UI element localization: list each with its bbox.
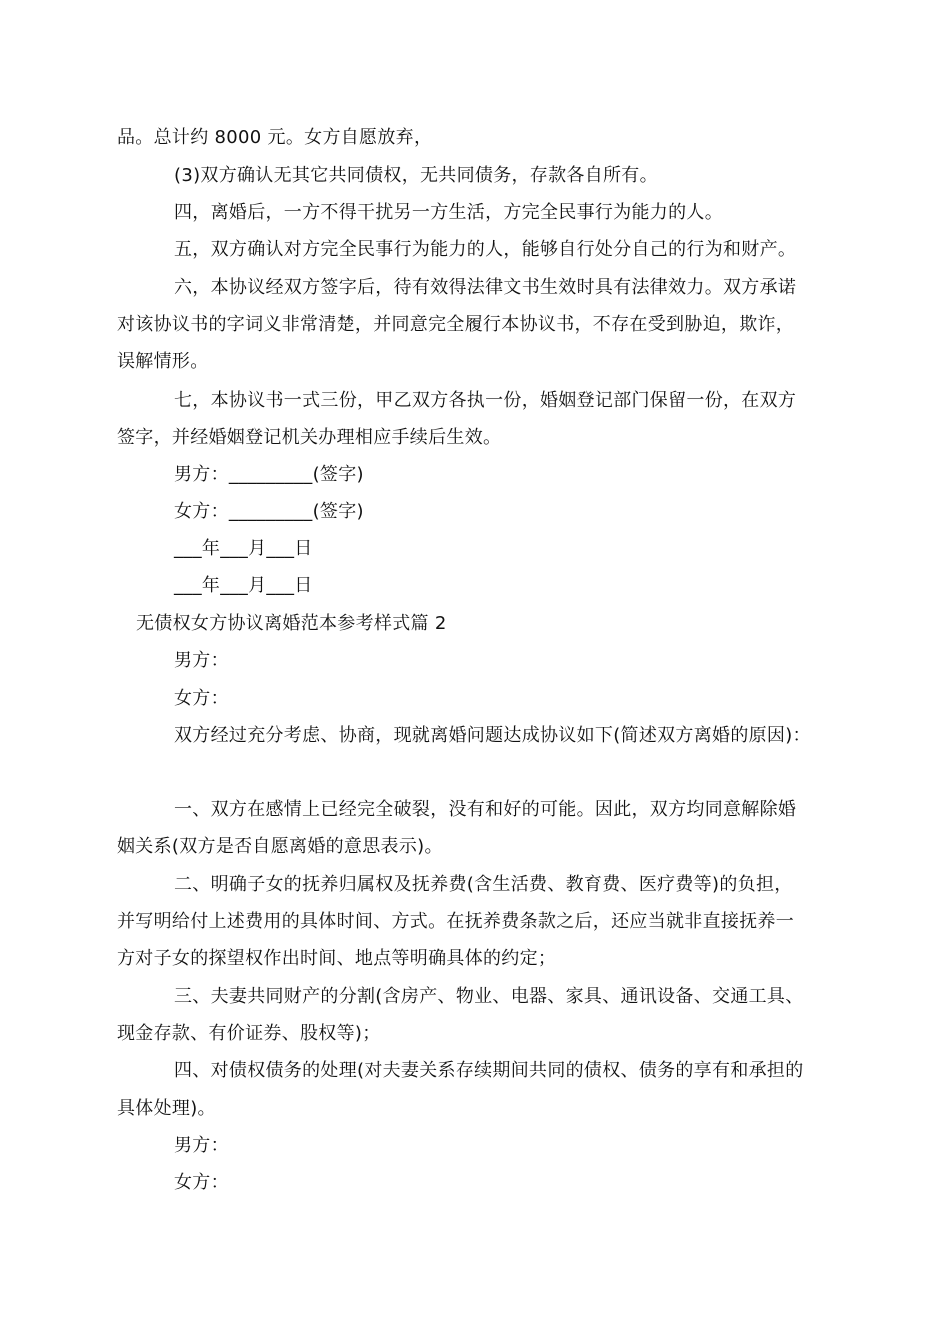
paragraph-line: 双方经过充分考虑、协商，现就离婚问题达成协议如下(简述双方离婚的原因)： (174, 725, 811, 746)
party-female-label: 女方： (174, 688, 229, 709)
paragraph-line: 方对子女的探望权作出时间、地点等明确具体的约定； (117, 948, 557, 969)
paragraph-line: 一、双方在感情上已经完全破裂，没有和好的可能。因此，双方均同意解除婚 (174, 799, 797, 820)
paragraph-line: 三、夫妻共同财产的分割(含房产、物业、电器、家具、通讯设备、交通工具、 (174, 986, 804, 1007)
paragraph-line: 四，离婚后，一方不得干扰另一方生活，方完全民事行为能力的人。 (174, 202, 723, 223)
date-line: ___年___月___日 (174, 538, 313, 559)
party-female-label: 女方： (174, 1172, 229, 1193)
paragraph-line: 五，双方确认对方完全民事行为能力的人，能够自行处分自己的行为和财产。 (174, 239, 797, 260)
paragraph-line: 二、明确子女的抚养归属权及抚养费(含生活费、教育费、医疗费等)的负担， (174, 874, 793, 895)
section-heading: 无债权女方协议离婚范本参考样式篇 2 (136, 613, 447, 634)
signature-line-male: 男方：_________(签字) (174, 464, 364, 485)
paragraph-line: 现金存款、有价证券、股权等)； (117, 1023, 381, 1044)
paragraph-line: 姻关系(双方是否自愿离婚的意思表示)。 (117, 836, 443, 857)
paragraph-line: 误解情形。 (117, 351, 209, 372)
paragraph-line: 六，本协议经双方签字后，待有效得法律文书生效时具有法律效力。双方承诺 (174, 277, 797, 298)
party-male-label: 男方： (174, 650, 229, 671)
paragraph-line: 签字，并经婚姻登记机关办理相应手续后生效。 (117, 427, 502, 448)
signature-line-female: 女方：_________(签字) (174, 501, 364, 522)
paragraph-line: 四、对债权债务的处理(对夫妻关系存续期间共同的债权、债务的享有和承担的 (174, 1060, 804, 1081)
paragraph-line: 对该协议书的字词义非常清楚，并同意完全履行本协议书，不存在受到胁迫，欺诈， (117, 314, 795, 335)
paragraph-line: 七，本协议书一式三份，甲乙双方各执一份，婚姻登记部门保留一份，在双方 (174, 390, 797, 411)
paragraph-line: 品。总计约 8000 元。女方自愿放弃， (117, 127, 433, 148)
paragraph-line: (3)双方确认无其它共同债权，无共同债务，存款各自所有。 (174, 165, 658, 186)
paragraph-line: 并写明给付上述费用的具体时间、方式。在抚养费条款之后，还应当就非直接抚养一 (117, 911, 795, 932)
party-male-label: 男方： (174, 1135, 229, 1156)
date-line: ___年___月___日 (174, 575, 313, 596)
paragraph-line: 具体处理)。 (117, 1098, 216, 1119)
